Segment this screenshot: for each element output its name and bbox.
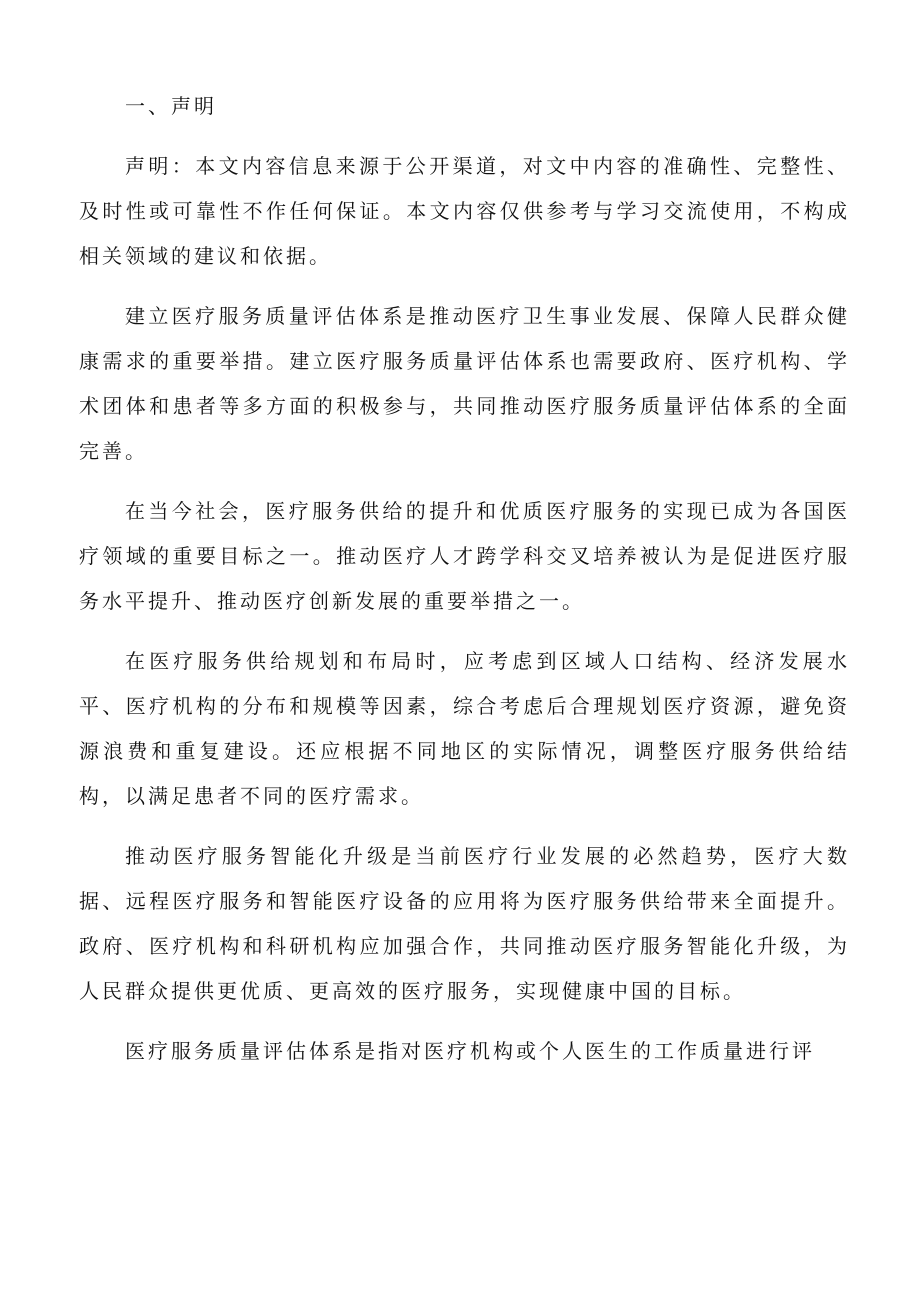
paragraph-evaluation-system: 建立医疗服务质量评估体系是推动医疗卫生事业发展、保障人民群众健康需求的重要举措。建立医疗服务质量评估体系也需要政府、医疗机构、学术团体和患者等多方面的积极参与，共同推动医疗服务质量评估体系的全面完善。 [79,304,850,463]
paragraph-supply-planning: 在医疗服务供给规划和布局时，应考虑到区域人口结构、经济发展水平、医疗机构的分布和规模等因素，综合考虑后合理规划医疗资源，避免资源浪费和重复建设。还应根据不同地区的实际情况，调整医疗服务供给结构，以满足患者不同的医疗需求。 [79,649,850,808]
paragraph-smart-upgrade: 推动医疗服务智能化升级是当前医疗行业发展的必然趋势，医疗大数据、远程医疗服务和智能医疗设备的应用将为医疗服务供给带来全面提升。政府、医疗机构和科研机构应加强合作，共同推动医疗服务智能化升级，为人民群众提供更优质、更高效的医疗服务，实现健康中国的目标。 [79,844,850,1003]
paragraph-quality-definition: 医疗服务质量评估体系是指对医疗机构或个人医生的工作质量进行评 [125,1039,815,1063]
paragraph-disclaimer: 声明：本文内容信息来源于公开渠道，对文中内容的准确性、完整性、及时性或可靠性不作任何保证。本文内容仅供参考与学习交流使用，不构成相关领域的建议和依据。 [79,154,850,268]
paragraph-talent-cultivation: 在当今社会，医疗服务供给的提升和优质医疗服务的实现已成为各国医疗领域的重要目标之一。推动医疗人才跨学科交叉培养被认为是促进医疗服务水平提升、推动医疗创新发展的重要举措之一。 [79,499,850,613]
section-heading: 一、声明 [125,94,217,118]
